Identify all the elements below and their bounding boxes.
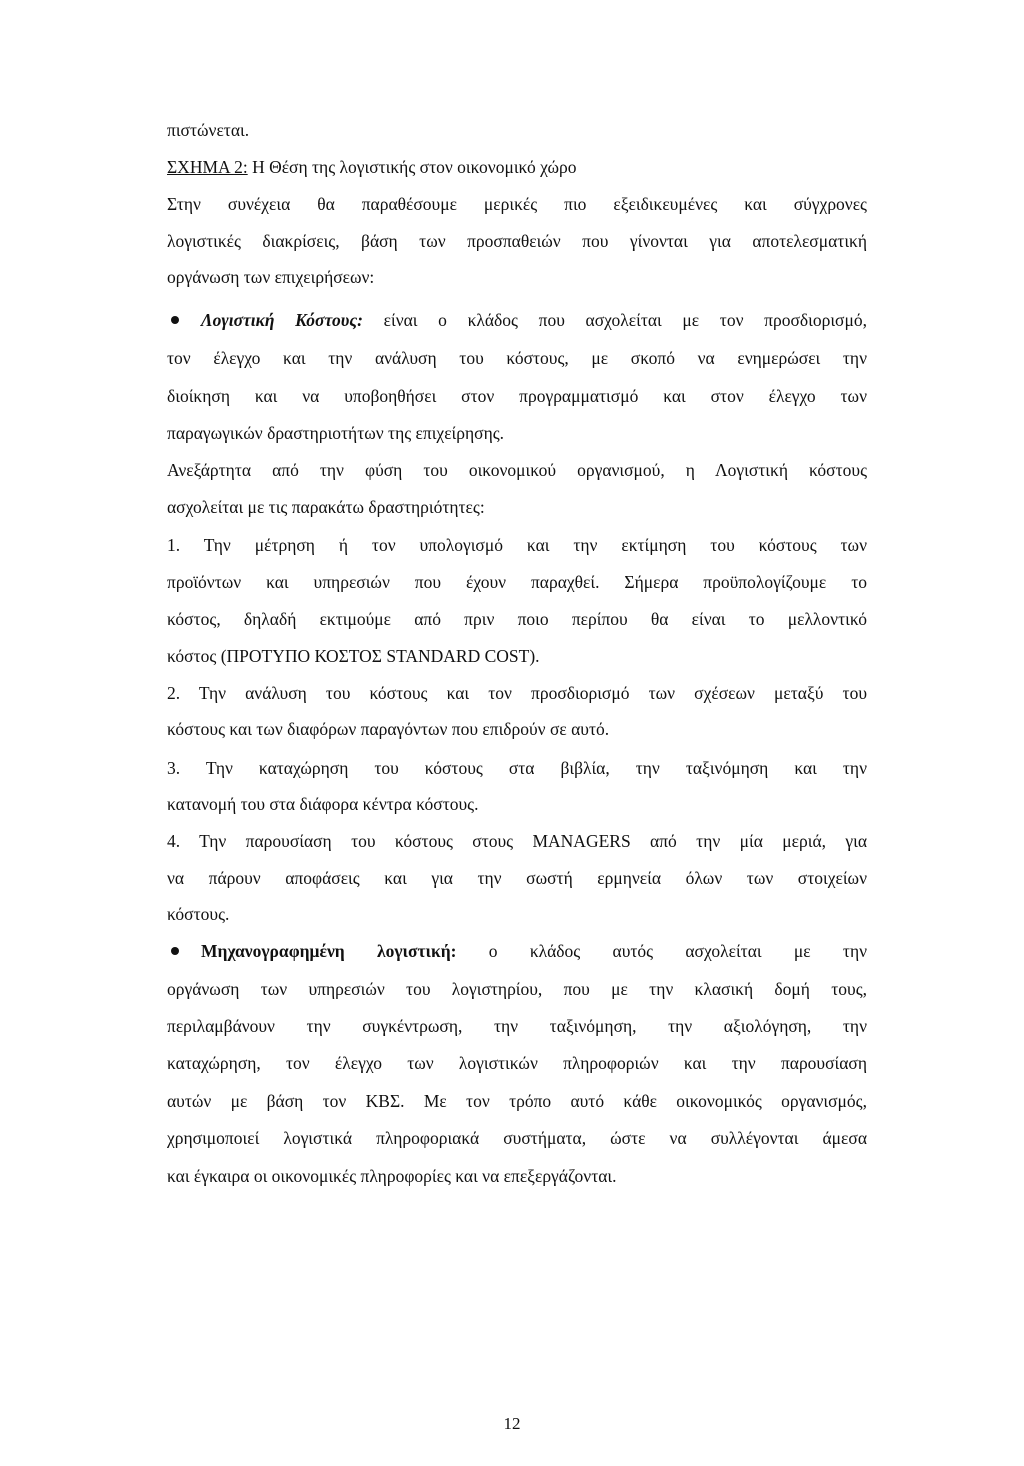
bullet-icon [171,947,179,955]
text-line: κατανομή του στα διάφορα κέντρα κόστους. [167,794,479,814]
definition-text: είναι ο κλάδος που ασχολείται με τον προσδιορισμό, [383,310,868,330]
figure-caption [167,155,867,179]
text-line: περιλαμβάνουν την συγκέντρωση, την ταξινόμηση, την αξιολόγηση, την [167,1016,867,1036]
text-line: λογιστικές διακρίσεις, βάση των προσπαθειών που γίνονται για αποτελεσματική [167,231,867,251]
text-line: κόστους και των διαφόρων παραγόντων που επιδρούν σε αυτό. [167,719,610,739]
text-line: να πάρουν αποφάσεις και για την σωστή ερμηνεία όλων των στοιχείων [167,868,867,888]
text-line: κόστους. [167,904,230,924]
term-computerized-accounting: Μηχανογραφημένη λογιστική: [201,941,457,961]
bullet-cost-accounting [201,308,867,332]
text-line: οργάνωση των επιχειρήσεων: [167,267,375,287]
figure-title: Η Θέση της λογιστικής στον οικονομικό χώρο [252,157,577,177]
text-line: και έγκαιρα οι οικονομικές πληροφορίες και να επεξεργάζονται. [167,1166,617,1186]
text-line: παραγωγικών δραστηριοτήτων της επιχείρησης. [167,423,505,443]
definition-text: ο κλάδος αυτός ασχολείται με την [488,941,868,961]
text-line: πιστώνεται. [167,120,250,140]
text-line: ασχολείται με τις παρακάτω δραστηριότητες: [167,497,485,517]
list-item: 3. Την καταχώρηση του κόστους στα βιβλία, την ταξινόμηση και την [167,758,867,778]
text-line: προϊόντων και υπηρεσιών που έχουν παραχθεί. Σήμερα προϋπολογίζουμε το [167,572,867,592]
list-item: 1. Την μέτρηση ή τον υπολογισμό και την εκτίμηση του κόστους των [167,535,867,555]
list-item: 2. Την ανάλυση του κόστους και τον προσδιορισμό των σχέσεων μεταξύ του [167,683,867,703]
term-cost-accounting: Λογιστική Κόστους: [201,310,363,330]
list-item: 4. Την παρουσίαση του κόστους στους MANAGERS από την μία μεριά, για [167,831,867,851]
bullet-computerized-accounting [201,939,867,963]
page-number: 12 [503,1414,521,1433]
text-line: διοίκηση και να υποβοηθήσει στον προγραμματισμό και στον έλεγχο των [167,386,867,406]
text-line: Ανεξάρτητα από την φύση του οικονομικού οργανισμού, η Λογιστική κόστους [167,460,867,480]
text-line: κόστος (ΠΡΟΤΥΠΟ ΚΟΣΤΟΣ STANDARD COST). [167,646,540,666]
bullet-icon [171,316,179,324]
text-line: οργάνωση των υπηρεσιών του λογιστηρίου, που με την κλασική δομή τους, [167,979,867,999]
text-line: τον έλεγχο και την ανάλυση του κόστους, με σκοπό να ενημερώσει την [167,348,867,368]
text-line: χρησιμοποιεί λογιστικά πληροφοριακά συστήματα, ώστε να συλλέγονται άμεσα [167,1128,867,1148]
text-line: κόστος, δηλαδή εκτιμούμε από πριν ποιο περίπου θα είναι το μελλοντικό [167,609,867,629]
text-line: αυτών με βάση τον ΚΒΣ. Με τον τρόπο αυτό κάθε οικονομικός οργανισμός, [167,1091,867,1111]
text-line: Στην συνέχεια θα παραθέσουμε μερικές πιο εξειδικευμένες και σύγχρονες [167,194,867,214]
figure-label: ΣΧΗΜΑ 2: [167,157,248,177]
text-line: καταχώρηση, τον έλεγχο των λογιστικών πληροφοριών και την παρουσίαση [167,1053,867,1073]
